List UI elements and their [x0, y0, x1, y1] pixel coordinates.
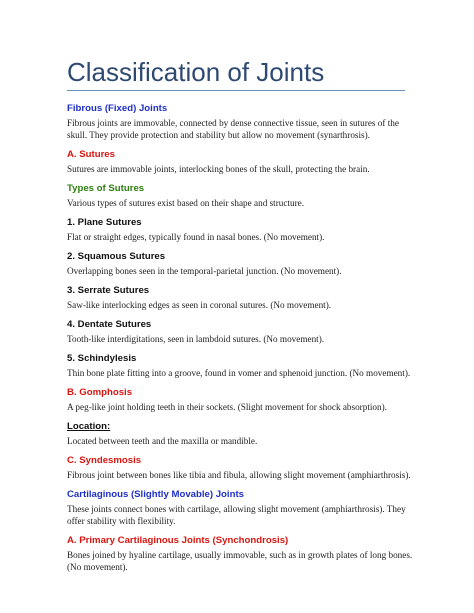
section-cartilaginous-joints — [67, 489, 415, 527]
document-page — [67, 56, 415, 581]
section-text: Thin bone plate fitting into a groove, found in vomer and sphenoid junction. (No movement). — [67, 368, 411, 378]
section-text: These joints connect bones with cartilage, allowing slight movement (amphiarthrosis). They offer stability with flexibility. — [67, 504, 406, 526]
section-heading: 2. Squamous Sutures — [67, 251, 166, 262]
section-text: Fibrous joint between bones like tibia and fibula, allowing slight movement (amphiarthrosis). — [67, 470, 411, 480]
section-text: A peg-like joint holding teeth in their sockets. (Slight movement for shock absorption). — [67, 402, 387, 412]
section-heading: Types of Sutures — [67, 183, 145, 194]
section-heading: Fibrous (Fixed) Joints — [67, 103, 168, 114]
section-text: Saw-like interlocking edges as seen in coronal sutures. (No movement). — [67, 300, 332, 310]
section-text: Various types of sutures exist based on their shape and structure. — [67, 198, 305, 208]
section-fibrous-joints — [67, 103, 415, 141]
section-heading: 1. Plane Sutures — [67, 217, 142, 228]
section-primary-cartilaginous — [67, 535, 415, 573]
section-heading: C. Syndesmosis — [67, 455, 142, 466]
section-location — [67, 421, 415, 447]
section-heading: B. Gomphosis — [67, 387, 133, 398]
section-text: Overlapping bones seen in the temporal-parietal junction. (No movement). — [67, 266, 342, 276]
section-text: Located between teeth and the maxilla or mandible. — [67, 436, 258, 446]
section-heading: 4. Dentate Sutures — [67, 319, 152, 330]
section-text: Flat or straight edges, typically found in nasal bones. (No movement). — [67, 232, 325, 242]
section-plane-sutures — [67, 217, 415, 243]
section-serrate-sutures — [67, 285, 415, 311]
section-sutures — [67, 149, 415, 175]
section-heading: Cartilaginous (Slightly Movable) Joints — [67, 489, 244, 500]
section-heading: 5. Schindylesis — [67, 353, 137, 364]
section-squamous-sutures — [67, 251, 415, 277]
title-divider — [67, 90, 405, 91]
section-text: Sutures are immovable joints, interlocking bones of the skull, protecting the brain. — [67, 164, 370, 174]
section-schindylesis — [67, 353, 415, 379]
section-text: Fibrous joints are immovable, connected by dense connective tissue, seen in sutures of the skull. They provide protection and stability but allow no movement (synarthrosis). — [67, 118, 399, 140]
page-title: Classification of Joints — [67, 57, 325, 87]
section-heading: A. Primary Cartilaginous Joints (Synchondrosis) — [67, 535, 289, 546]
section-text: Bones joined by hyaline cartilage, usually immovable, such as in growth plates of long bones. (No movement). — [67, 550, 413, 572]
section-text: Tooth-like interdigitations, seen in lambdoid sutures. (No movement). — [67, 334, 325, 344]
section-gomphosis — [67, 387, 415, 413]
section-types-of-sutures — [67, 183, 415, 209]
section-dentate-sutures — [67, 319, 415, 345]
section-heading: 3. Serrate Sutures — [67, 285, 150, 296]
section-syndesmosis — [67, 455, 415, 481]
section-heading: Location: — [67, 421, 111, 432]
section-heading: A. Sutures — [67, 149, 115, 160]
